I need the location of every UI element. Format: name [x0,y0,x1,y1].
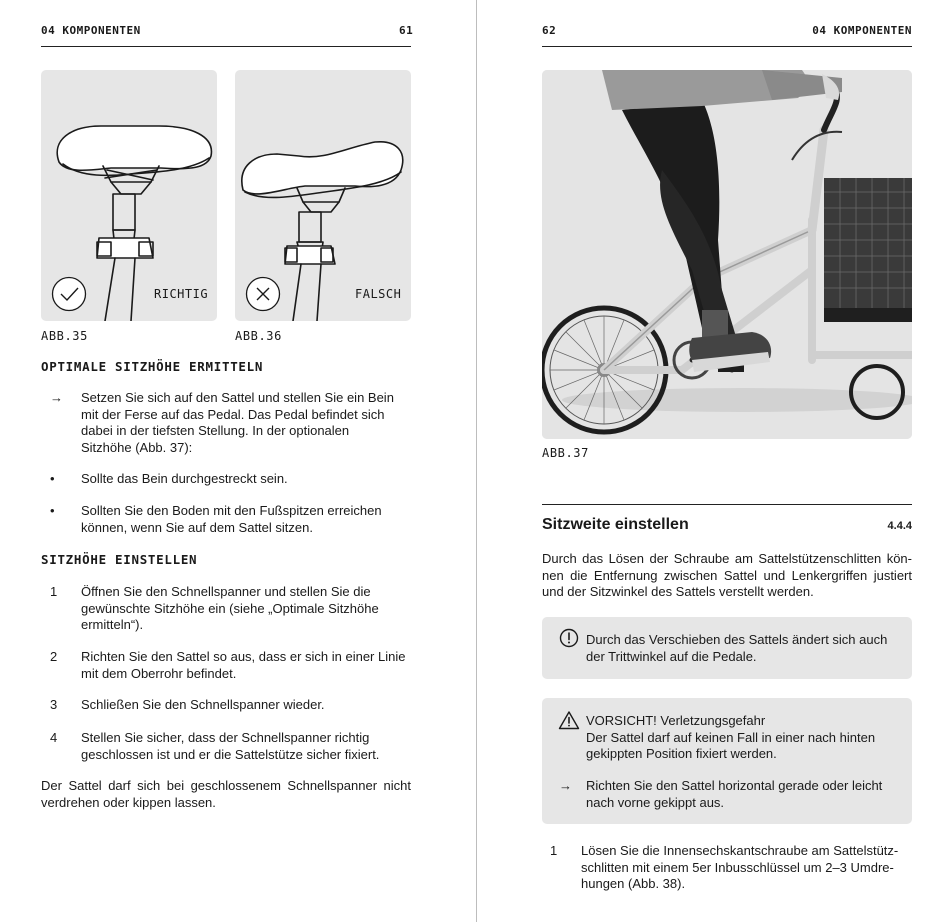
rider-on-cargo-bike-illustration [542,70,912,439]
step-number: 1 [550,843,558,858]
closing-paragraph: Der Sattel darf sich bei geschlossenem Schnellspanner nicht verdrehen oder kippen lassen. [41,778,411,810]
page-number: 61 [399,24,414,37]
cross-icon [245,276,281,312]
warning-action-text: Richten Sie den Sattel horizontal gerade oder leicht nach vorne gekippt aus. [586,778,883,810]
bullet-icon: • [50,471,55,486]
step-text: Stellen Sie sicher, dass der Schnellspanner richtig geschlossen ist und er die Sattelstütze sicher fixiert. [81,730,380,762]
figure-caption: ABB.35 [41,329,88,343]
step-text: Lösen Sie die Innensechskantschraube am Sattelstütz- schlitten mit einem 5er Inbusschlüssel um 2–3 Umdre- hungen (Abb. 38). [581,843,899,891]
book-spine [476,0,477,922]
check-icon [51,276,87,312]
step-number: 4 [50,730,58,745]
page-number: 62 [542,24,557,37]
figure-caption: ABB.36 [235,329,282,343]
step-text: Richten Sie den Sattel so aus, dass er sich in einer Linie mit dem Oberrohr befindet. [81,649,406,681]
warning-triangle-icon [558,710,580,730]
bullet-text: Sollte das Bein durchgestreckt sein. [81,471,288,486]
verdict-correct-label: RICHTIG [154,287,209,301]
subsection-title: Sitzweite einstellen [542,516,689,533]
step-number: 2 [50,649,58,664]
step-text: Schließen Sie den Schnellspanner wieder. [81,697,325,712]
arrow-icon: → [559,778,572,793]
info-exclamation-icon [559,628,579,648]
warning-note [542,698,912,824]
chapter-title: 04 KOMPONENTEN [812,24,912,37]
warning-title: VORSICHT! Verletzungsgefahr [586,713,766,728]
info-note [542,617,912,679]
warning-note-text: VORSICHT! Verletzungsgefahr Der Sattel darf auf keinen Fall in einer nach hinten gekippten Position fixiert werden. [586,713,876,761]
verdict-wrong-label: FALSCH [355,287,402,301]
chapter-title: 04 KOMPONENTEN [41,24,141,37]
right-page [478,0,950,922]
subsection-number: 4.4.4 [887,520,912,532]
header-rule [542,46,912,47]
section-heading: OPTIMALE SITZHÖHE ERMITTELN [41,359,264,374]
instruction-text: Setzen Sie sich auf den Sattel und stellen Sie ein Bein mit der Ferse auf das Pedal. Das Pedal befindet sich dabei in der tiefsten Stellung. In der optionalen Sitzhöhe (Abb. 37): [81,390,394,455]
cargo-bike-photo [542,70,912,439]
info-note-text: Durch das Verschieben des Sattels ändert sich auch der Trittwinkel auf die Pedale. [586,632,888,664]
bullet-text: Sollten Sie den Boden mit den Fußspitzen erreichen können, wenn Sie auf dem Sattel sitzen. [81,503,382,535]
step-number: 1 [50,584,58,599]
header-rule [41,46,411,47]
subsection-intro: Durch das Lösen der Schraube am Sattelstützenschlitten kön- nen die Entfernung zwischen Sattel und Lenkergriffen justiert und der Sitzwinkel des Sattels verstellt werden. [542,551,912,599]
bullet-icon: • [50,503,55,518]
step-text: Öffnen Sie den Schnellspanner und stellen Sie die gewünschte Sitzhöhe ein (siehe „Optimale Sitzhöhe ermitteln“). [81,584,379,632]
section-heading: SITZHÖHE EINSTELLEN [41,552,198,567]
figure-caption: ABB.37 [542,446,589,460]
section-rule [542,504,912,505]
step-number: 3 [50,697,58,712]
arrow-icon: → [50,390,63,405]
